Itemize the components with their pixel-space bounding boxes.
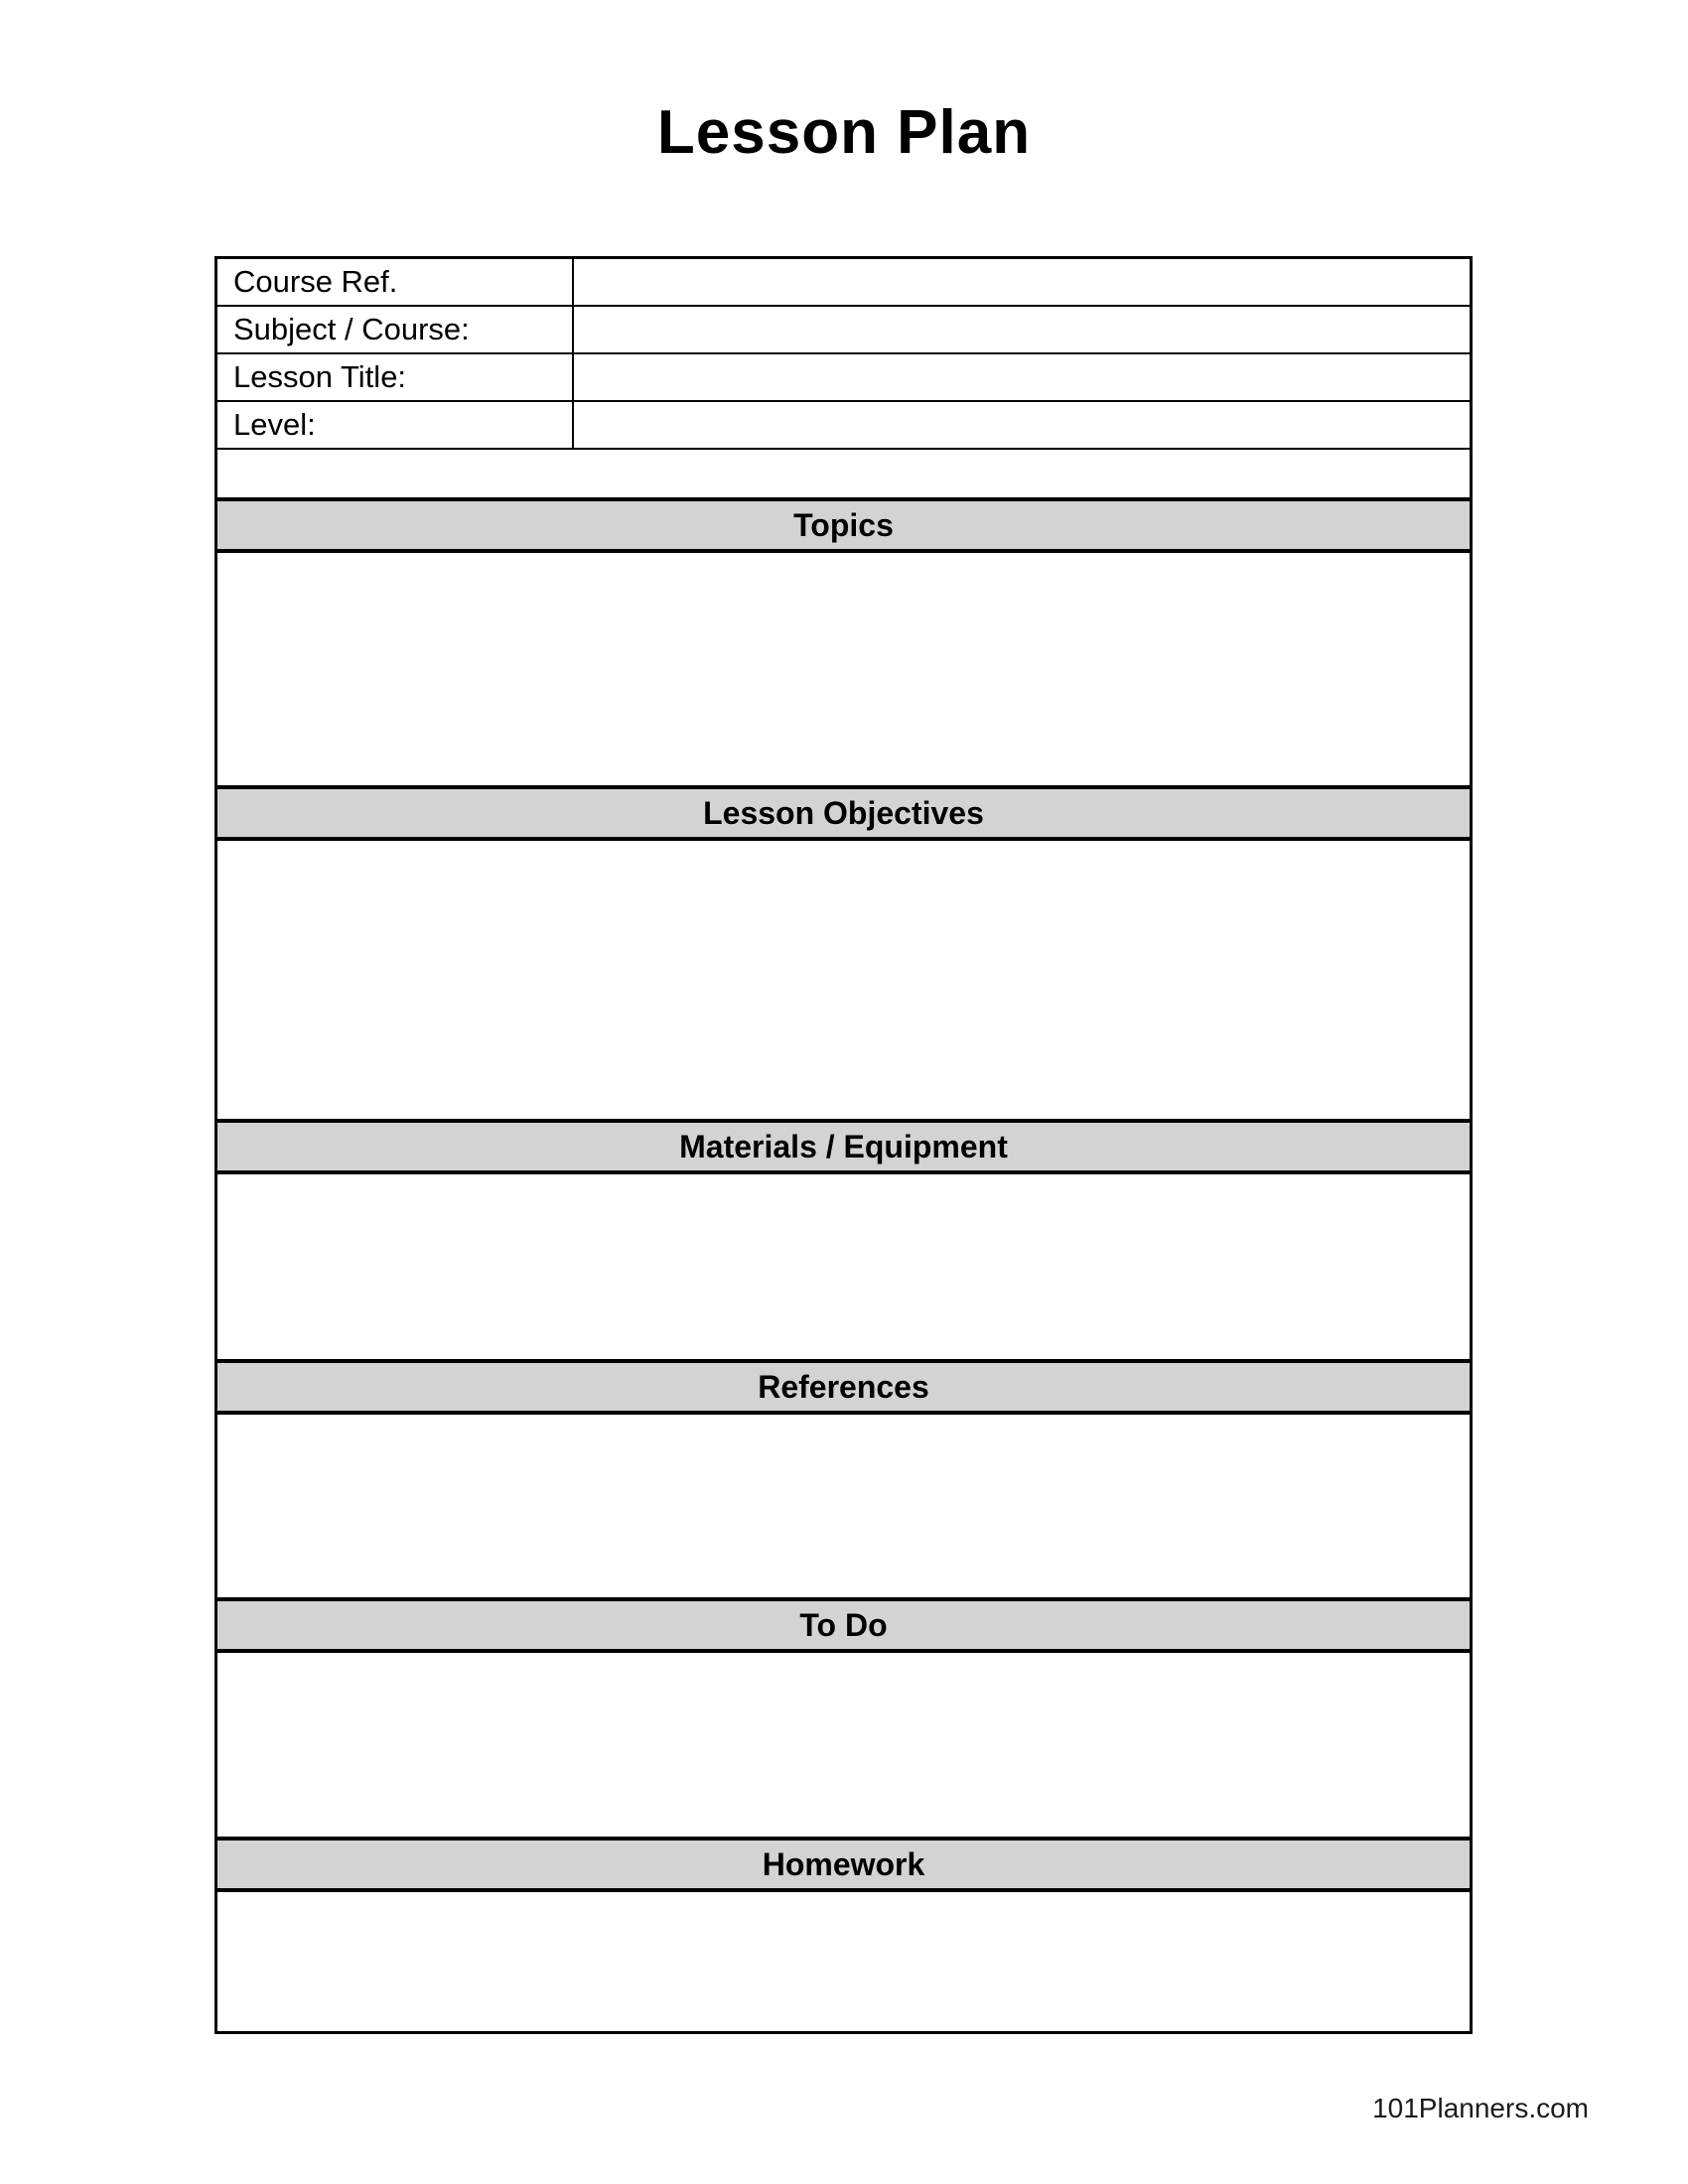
info-row-subject-course: [217, 307, 1470, 354]
section-content-topics[interactable]: [217, 553, 1470, 785]
level-value-cell[interactable]: [574, 402, 1470, 448]
lesson-objectives-heading: Lesson Objectives: [703, 795, 984, 831]
lesson-title-label: Lesson Title:: [217, 354, 574, 400]
subject-course-label: Subject / Course:: [217, 307, 574, 352]
references-heading: References: [758, 1369, 929, 1405]
info-row-lesson-title: [217, 354, 1470, 402]
info-row-course-ref: [217, 259, 1470, 307]
section-header-materials-equipment: [217, 1119, 1470, 1174]
homework-heading: Homework: [762, 1846, 925, 1882]
section-content-lesson-objectives[interactable]: [217, 841, 1470, 1119]
section-content-materials-equipment[interactable]: [217, 1174, 1470, 1359]
lesson-title-value-cell[interactable]: [574, 354, 1470, 400]
spacer-row: [217, 450, 1470, 497]
lesson-plan-form-table: [214, 256, 1473, 2034]
to-do-heading: To Do: [799, 1607, 888, 1643]
footer-site-link[interactable]: 101Planners.com: [1372, 2093, 1589, 2123]
section-content-to-do[interactable]: [217, 1653, 1470, 1837]
materials-equipment-heading: Materials / Equipment: [679, 1129, 1008, 1164]
course-ref-label: Course Ref.: [217, 259, 574, 305]
section-header-homework: [217, 1837, 1470, 1892]
topics-heading: Topics: [793, 507, 894, 543]
section-header-references: [217, 1359, 1470, 1415]
section-header-to-do: [217, 1597, 1470, 1653]
section-header-lesson-objectives: [217, 785, 1470, 841]
subject-course-value-cell[interactable]: [574, 307, 1470, 352]
section-content-homework[interactable]: [217, 1892, 1470, 2031]
course-ref-value-cell[interactable]: [574, 259, 1470, 305]
section-content-references[interactable]: [217, 1415, 1470, 1597]
section-header-topics: [217, 497, 1470, 553]
page-title: Lesson Plan: [656, 98, 1032, 167]
level-label: Level:: [217, 402, 574, 448]
info-row-level: [217, 402, 1470, 450]
